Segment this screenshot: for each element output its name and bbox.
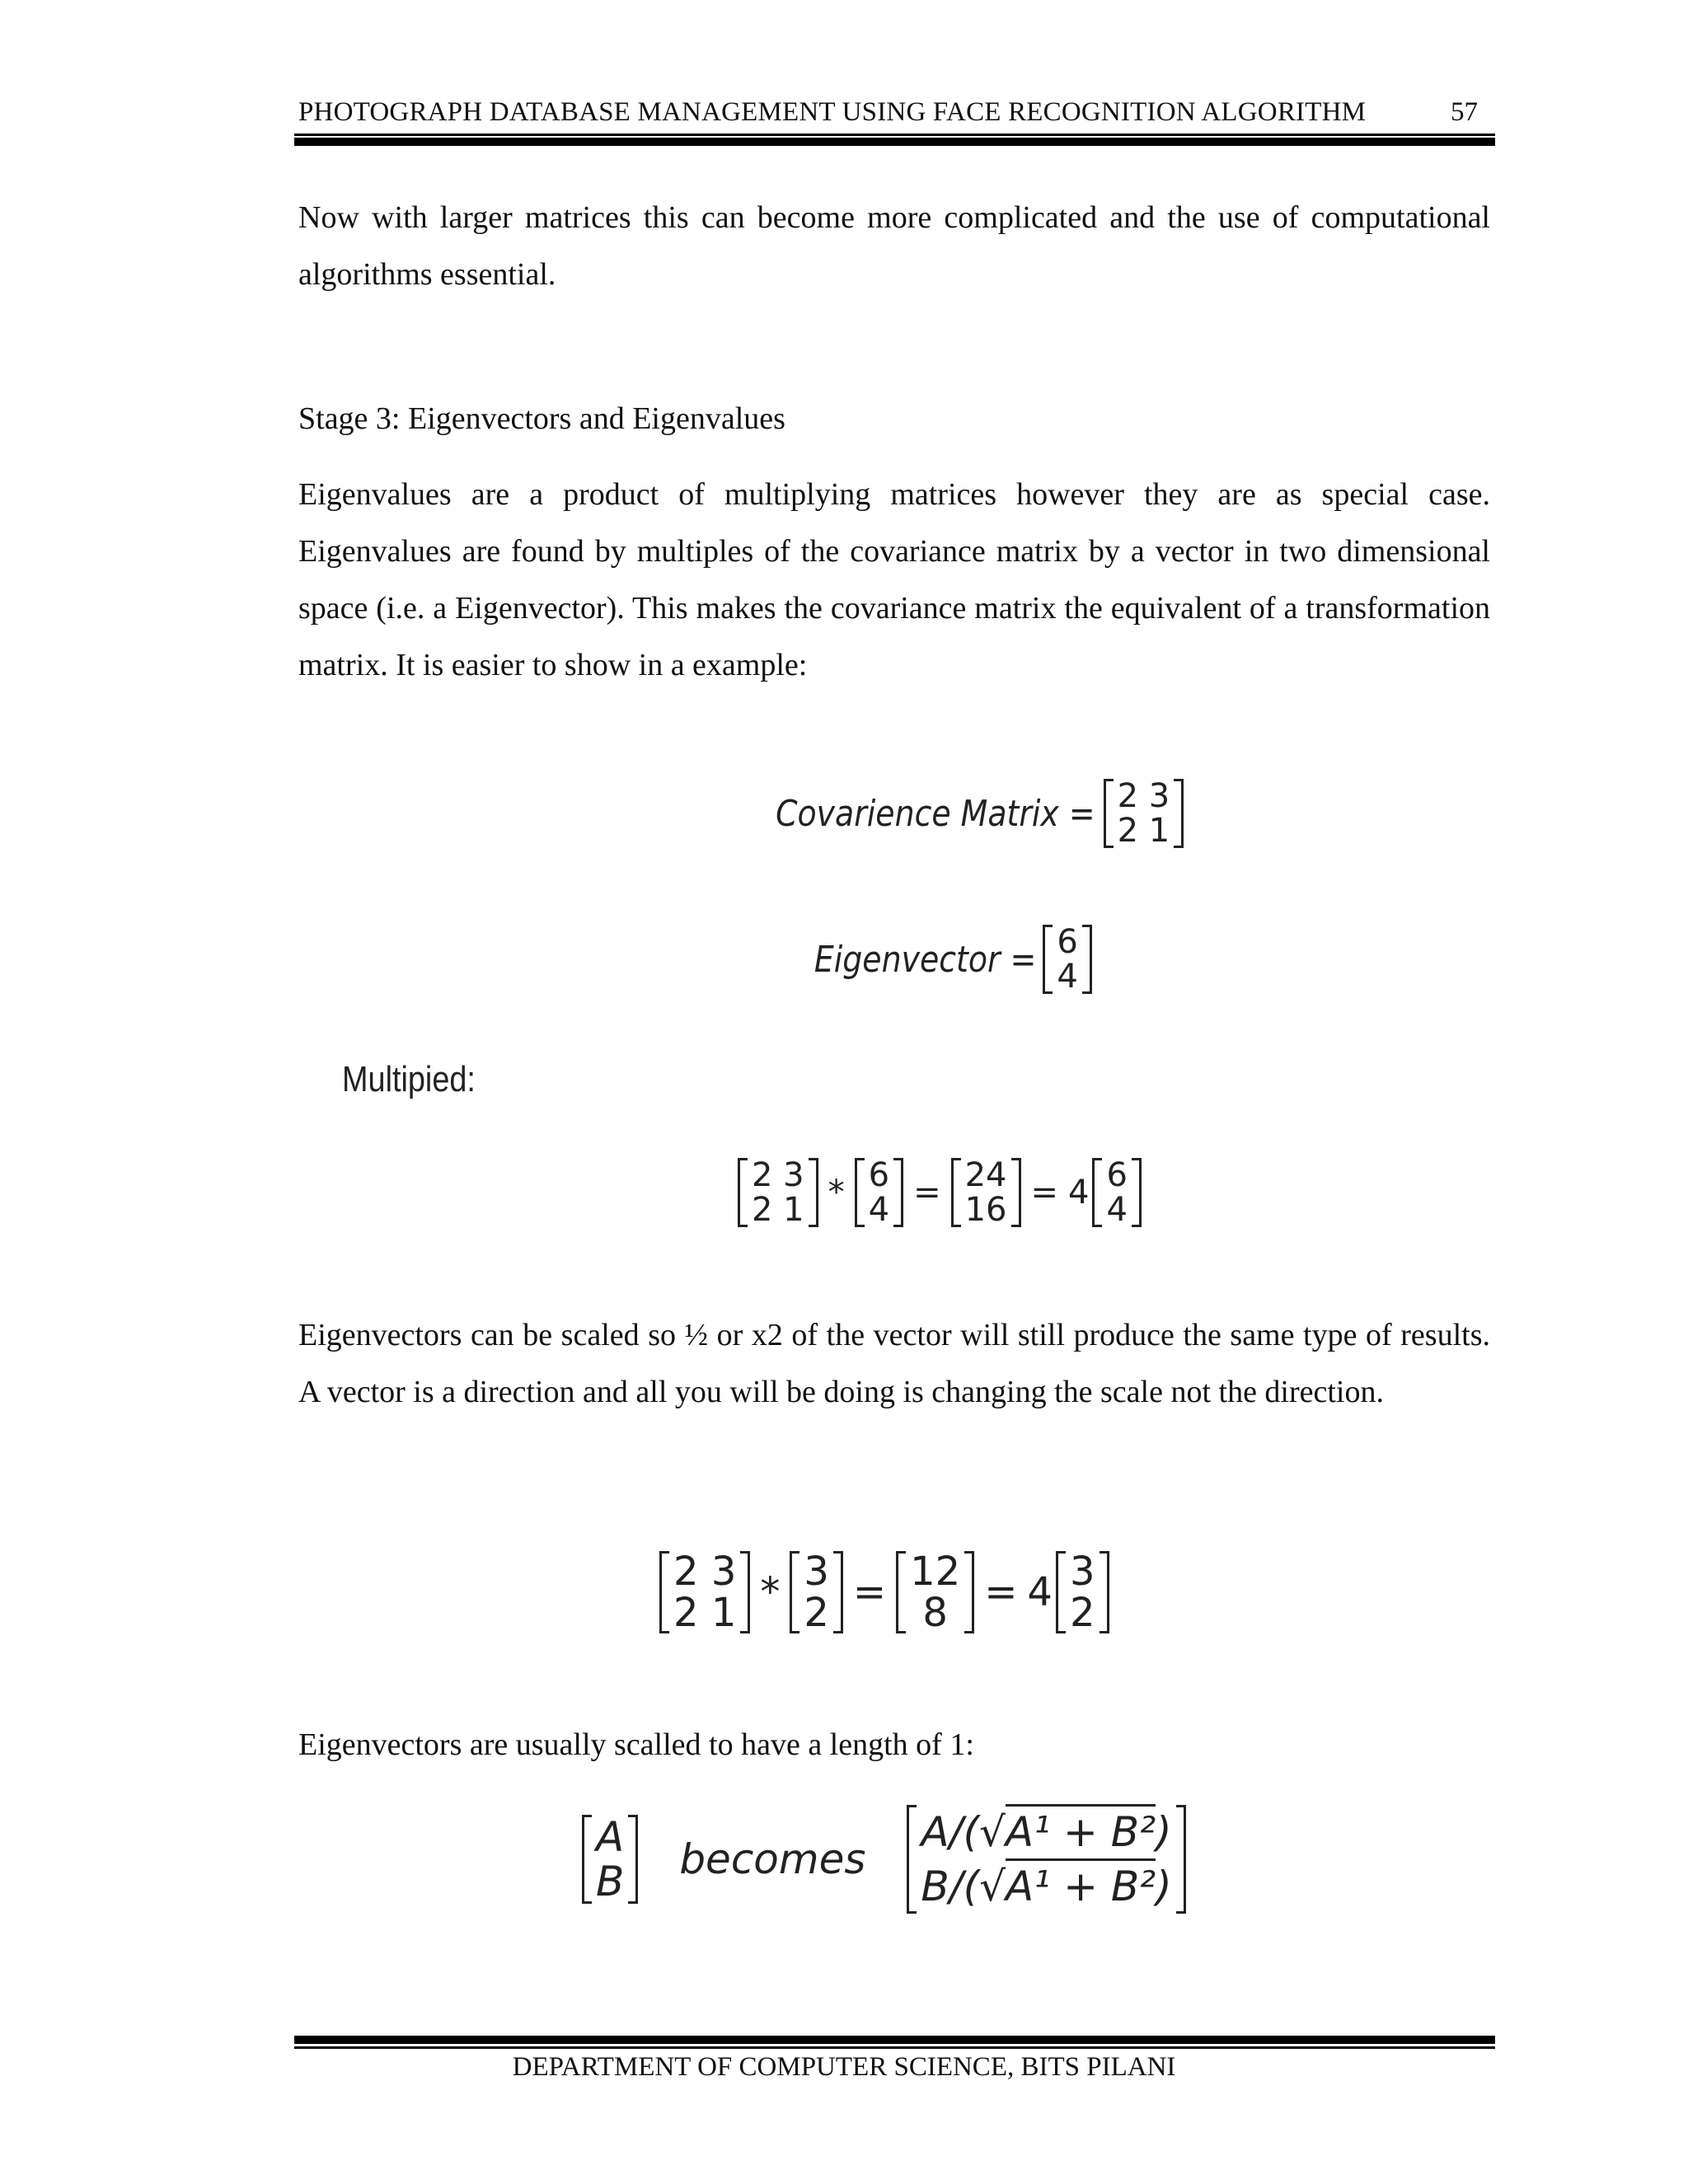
running-header-title: PHOTOGRAPH DATABASE MANAGEMENT USING FACE RECOGNITION ALGORITHM (298, 97, 1367, 127)
row-prefix: A/( (921, 1808, 979, 1856)
vector-cell: 4 (1106, 1191, 1128, 1229)
becomes-word: becomes (679, 1835, 866, 1883)
multiplication-equation-2 (659, 1549, 1109, 1636)
equals-operator: = (852, 1569, 887, 1615)
vector-cell: B (596, 1858, 625, 1905)
page-number: 57 (1451, 97, 1478, 127)
row-prefix: B/( (921, 1863, 980, 1910)
matrix-cell: 3 (710, 1549, 737, 1595)
vector-cell: 8 (922, 1590, 948, 1636)
multiplied-label: Multipied: (342, 1059, 476, 1099)
vector-cell: 2 (804, 1590, 829, 1636)
matrix (659, 1549, 750, 1636)
sqrt-sign: √ (979, 1863, 1006, 1910)
scalar: 4 (1027, 1569, 1053, 1615)
matrix-cell: 1 (783, 1191, 804, 1229)
matrix-cell: 2 (752, 1191, 773, 1229)
covariance-equation (724, 779, 1184, 848)
vector-cell: 24 (964, 1156, 1007, 1194)
length-paragraph: Eigenvectors are usually scalled to have a length of 1: (298, 1727, 974, 1762)
multiplication-equation-1 (738, 1158, 1142, 1227)
eigenvector-column (1043, 925, 1091, 994)
normalized-bottom-row (921, 1859, 1171, 1914)
input-vector (582, 1815, 638, 1904)
normalized-top-row (921, 1805, 1171, 1859)
vector (855, 1158, 903, 1227)
vector-cell: 4 (868, 1191, 890, 1229)
matrix-cell: 2 (673, 1549, 699, 1595)
vector-cell: 6 (1057, 923, 1078, 961)
row-suffix: ) (1156, 1808, 1172, 1856)
row-suffix: ) (1156, 1863, 1172, 1910)
equals-operator: = (913, 1174, 941, 1212)
vector-cell: 3 (1069, 1549, 1095, 1595)
radicand: A¹ + B² (1006, 1804, 1156, 1856)
matrix-cell: 2 (752, 1156, 773, 1194)
covariance-matrix (1104, 779, 1184, 848)
eigen-paragraph: Eigenvalues are a product of multiplying matrices however they are as special case. Eigenvalues are found by multiples of the covariance matrix by a vector in two dimensional space (i.e. a Eigenvector). This makes the covariance matrix the equivalent of a transformation matrix. It is easier to show in a example: (298, 477, 1490, 682)
matrix-cell: 1 (1148, 812, 1170, 850)
covariance-label: Covarience Matrix = (776, 792, 1095, 835)
vector (790, 1549, 843, 1636)
vector (1056, 1549, 1109, 1636)
times-operator: * (760, 1569, 781, 1615)
vector-cell: 2 (1069, 1590, 1095, 1636)
eigenvector-label: Eigenvector = (814, 938, 1037, 981)
vector-cell: 6 (868, 1156, 890, 1194)
matrix-cell: 3 (1148, 777, 1170, 815)
header-rule-thick (294, 138, 1495, 146)
footer-rule-thin (294, 2046, 1495, 2049)
vector (1092, 1158, 1141, 1227)
matrix-cell: 3 (783, 1156, 804, 1194)
vector-cell: 3 (804, 1549, 829, 1595)
normalization-expression (582, 1805, 1186, 1914)
equals-operator: = (984, 1569, 1018, 1615)
stage-heading: Stage 3: Eigenvectors and Eigenvalues (298, 401, 785, 436)
matrix-cell: 2 (673, 1590, 699, 1636)
scalar: 4 (1068, 1174, 1090, 1212)
matrix-cell: 1 (710, 1590, 737, 1636)
scale-paragraph: Eigenvectors can be scaled so ½ or x2 of the vector will still produce the same type of results. A vector is a direction and all you will be doing is changing the scale not the direction. (298, 1318, 1490, 1409)
header-rule-thin (294, 134, 1495, 136)
result-vector (951, 1158, 1021, 1227)
footer-rule-thick (294, 2036, 1495, 2044)
times-operator: * (828, 1174, 845, 1212)
equals-operator: = (1030, 1174, 1059, 1212)
intro-paragraph: Now with larger matrices this can become more complicated and the use of computational algorithms essential. (298, 200, 1490, 292)
sqrt-sign: √ (978, 1808, 1006, 1856)
vector-cell: A (596, 1813, 625, 1861)
matrix (738, 1158, 818, 1227)
matrix-cell: 2 (1117, 777, 1139, 815)
vector-cell: 16 (964, 1191, 1007, 1229)
radicand: A¹ + B² (1006, 1858, 1156, 1910)
vector-cell: 4 (1057, 958, 1078, 996)
result-vector (896, 1549, 974, 1636)
page-footer: DEPARTMENT OF COMPUTER SCIENCE, BITS PILANI (512, 2052, 1176, 2082)
eigenvector-equation (778, 925, 1092, 994)
normalized-vector (907, 1805, 1185, 1914)
matrix-cell: 2 (1117, 812, 1139, 850)
vector-cell: 6 (1106, 1156, 1128, 1194)
vector-cell: 12 (910, 1549, 961, 1595)
